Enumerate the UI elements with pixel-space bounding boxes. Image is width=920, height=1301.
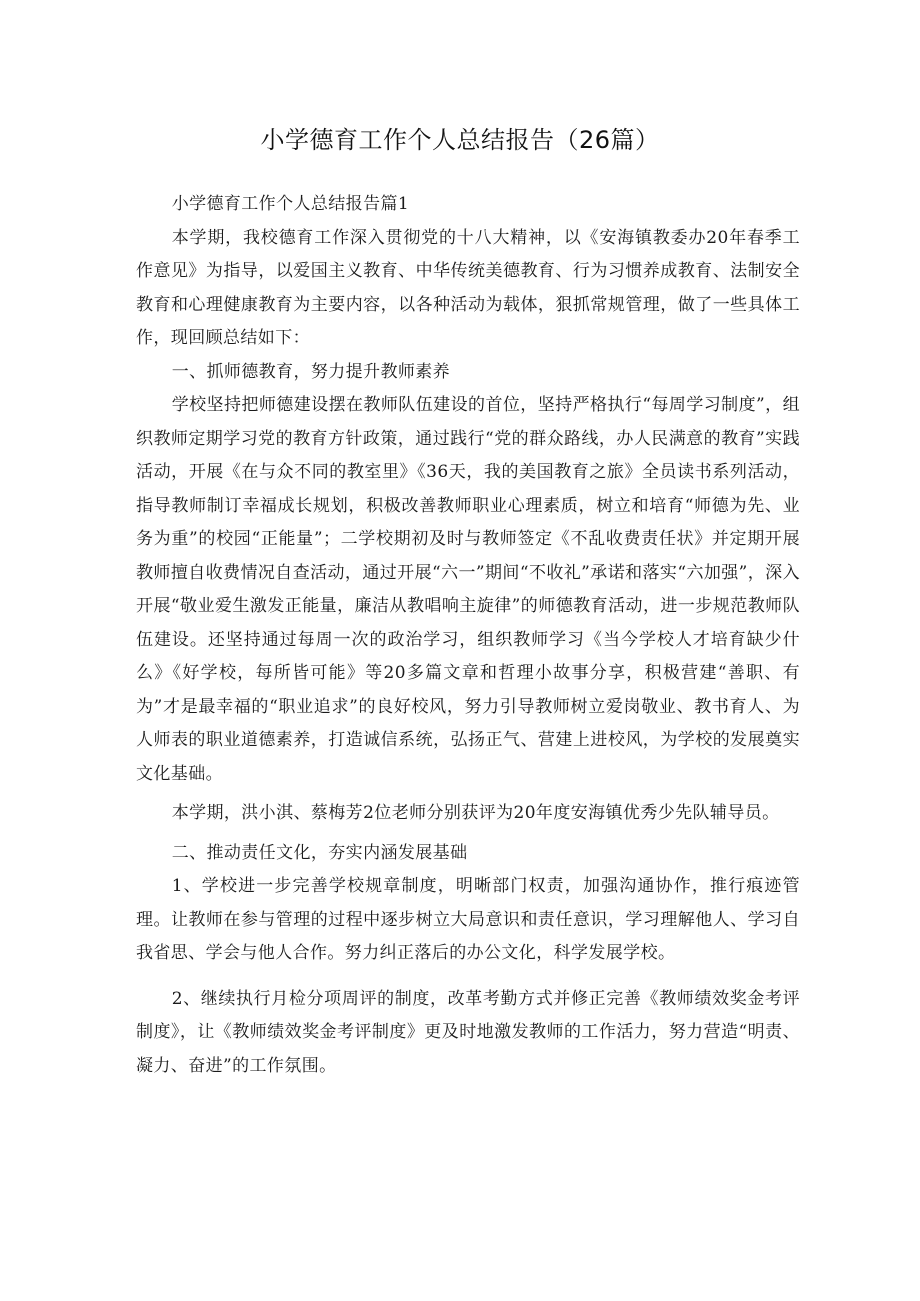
section-heading-responsibility-culture: 二、推动责任文化，夯实内涵发展基础 [171, 842, 468, 863]
intro-paragraph: 本学期，我校德育工作深入贯彻党的十八大精神，以《安海镇教委办20年春季工作意见》为指导，以爱国主义教育、中华传统美德教育、行为习惯养成教育、法制安全教育和心理健康教育为主要内容，以各种活动为载体，狠抓常规管理，做了一些具体工作，现回顾总结如下： [136, 227, 800, 348]
paragraph-item-2: 2、继续执行月检分项周评的制度，改革考勤方式并修正完善《教师绩效奖金考评制度》，让《教师绩效奖金考评制度》更及时地激发教师的工作活力，努力营造“明责、凝力、奋进”的工作氛围。 [136, 988, 800, 1076]
section-heading-teacher-ethics: 一、抓师德教育，努力提升教师素养 [171, 361, 451, 382]
paragraph-teacher-ethics: 学校坚持把师德建设摆在教师队伍建设的首位，坚持严格执行“每周学习制度”，组织教师定期学习党的教育方针政策，通过践行“党的群众路线，办人民满意的教育”实践活动，开展《在与众不同的教室里》《36天，我的美国教育之旅》全员读书系列活动，指导教师制订幸福成长规划，积极改善教师职业心理素质，树立和培育“师德为先、业务为重”的校园“正能量”；二学校期初及时与教师签定《不乱收费责任状》并定期开展教师擅自收费情况自查活动，通过开展“六一”期间“不收礼”承诺和落实“六加强”，深入开展“敬业爱生激发正能量，廉洁从教唱响主旋律”的师德教育活动，进一步规范教师队伍建设。还坚持通过每周一次的政治学习，组织教师学习《当今学校人才培育缺少什么》《好学校，每所皆可能》等20多篇文章和哲理小故事分享，积极营建“善职、有为”才是最幸福的“职业追求”的良好校风，努力引导教师树立爱岗敬业、教书育人、为人师表的职业道德素养，打造诚信系统，弘扬正气、营建上进校风，为学校的发展奠实文化基础。 [136, 395, 800, 784]
paragraph-awards: 本学期，洪小淇、蔡梅芳2位老师分别获评为20年度安海镇优秀少先队辅导员。 [171, 803, 780, 823]
section-heading-part-1: 小学德育工作个人总结报告篇1 [171, 194, 410, 214]
document-body [136, 188, 800, 1083]
paragraph-item-1: 1、学校进一步完善学校规章制度，明晰部门权责，加强沟通协作，推行痕迹管理。让教师在参与管理的过程中逐步树立大局意识和责任意识，学习理解他人、学习自我省思、学会与他人合作。努力纠正落后的办公文化，科学发展学校。 [136, 876, 800, 963]
document-title: 小学德育工作个人总结报告（26篇） [260, 126, 660, 154]
